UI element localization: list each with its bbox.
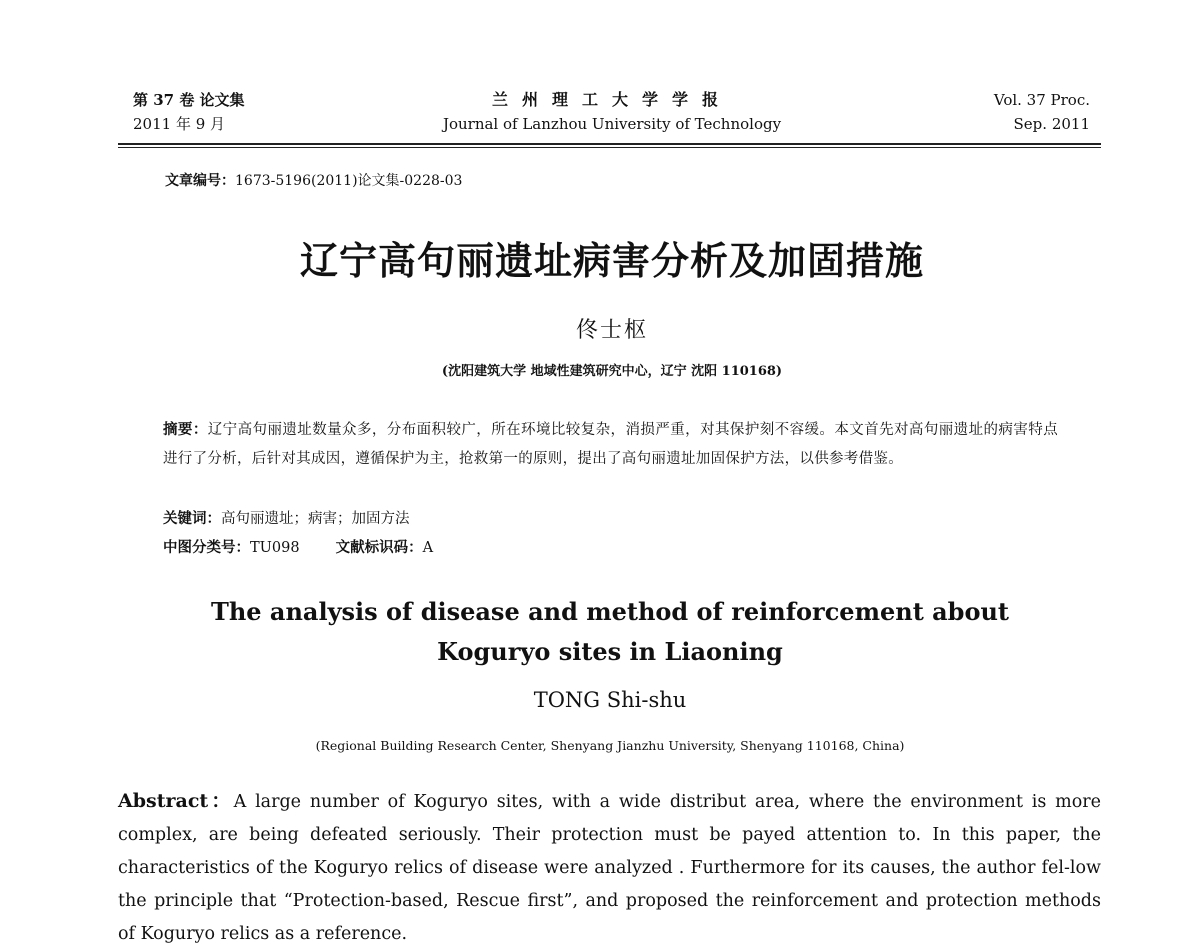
journal-name-en: Journal of Lanzhou University of Technology (442, 115, 782, 133)
journal-name-zh: 兰州理工大学学报 (491, 90, 732, 109)
title-en-line1: The analysis of disease and method of reinforcement about (210, 597, 1010, 626)
abstract-zh (163, 415, 1058, 474)
header-date-en: Sep. 2011 (1013, 115, 1090, 133)
header-rule-thin (118, 147, 1101, 148)
header-date: 2011 年 9 月 (133, 115, 226, 133)
classification-zh (163, 533, 433, 563)
abstract-zh-label: 摘要： (163, 421, 208, 438)
author-en: TONG Shi-shu (533, 688, 687, 712)
header-rule-thick (118, 143, 1101, 145)
doc-code-label: 文献标识码： (335, 539, 423, 556)
affiliation-zh: (沈阳建筑大学 地域性建筑研究中心，辽宁 沈阳 110168) (441, 364, 783, 379)
abstract-en-text: A large number of Koguryo sites, with a wide distribut area, where the environment is more complex, are being defeated seriously. Their protection must be payed attention to. In this paper, the characteristics of the Koguryo relics of disease were analyzed . Furthermore for its causes, the author fel-low the principle that “Protection-based, Rescue first”, and proposed the reinforcement and protection methods of Koguryo relics as a reference. (118, 792, 1101, 944)
title-en-line2: Koguryo sites in Liaoning (437, 637, 783, 666)
header-volume-en: Vol. 37 Proc. (993, 91, 1090, 109)
title-en (0, 592, 1200, 672)
class-number-label: 中图分类号： (163, 539, 250, 556)
article-number-label: 文章编号： (165, 173, 235, 189)
abstract-en-label: Abstract： (118, 790, 234, 812)
class-number-value: TU098 (250, 540, 300, 556)
keywords-zh-text: 高句丽遗址；病害；加固方法 (221, 511, 410, 527)
title-zh: 辽宁高句丽遗址病害分析及加固措施 (299, 238, 924, 283)
article-number-value: 1673-5196(2011)论文集-0228-03 (235, 173, 463, 189)
doc-code-value: A (422, 540, 434, 556)
abstract-en (118, 785, 1101, 951)
affiliation-en: (Regional Building Research Center, Shenyang Jianzhu University, Shenyang 110168, China) (315, 738, 905, 753)
header-volume: 第 37 卷 论文集 (133, 91, 245, 109)
keywords-zh-label: 关键词： (163, 510, 221, 527)
author-zh: 佟士枢 (575, 318, 648, 343)
abstract-zh-text: 辽宁高句丽遗址数量众多，分布面积较广，所在环境比较复杂，消损严重，对其保护刻不容缓。本文首先对高句丽遗址的病害特点进行了分析，后针对其成因，遵循保护为主，抢救第一的原则，提出了高句丽遗址加固保护方法，以供参考借鉴。 (163, 422, 1058, 467)
keywords-zh (163, 504, 410, 534)
article-number (165, 170, 462, 190)
journal-header (0, 88, 1200, 138)
header-volume-info-en (994, 88, 1090, 136)
